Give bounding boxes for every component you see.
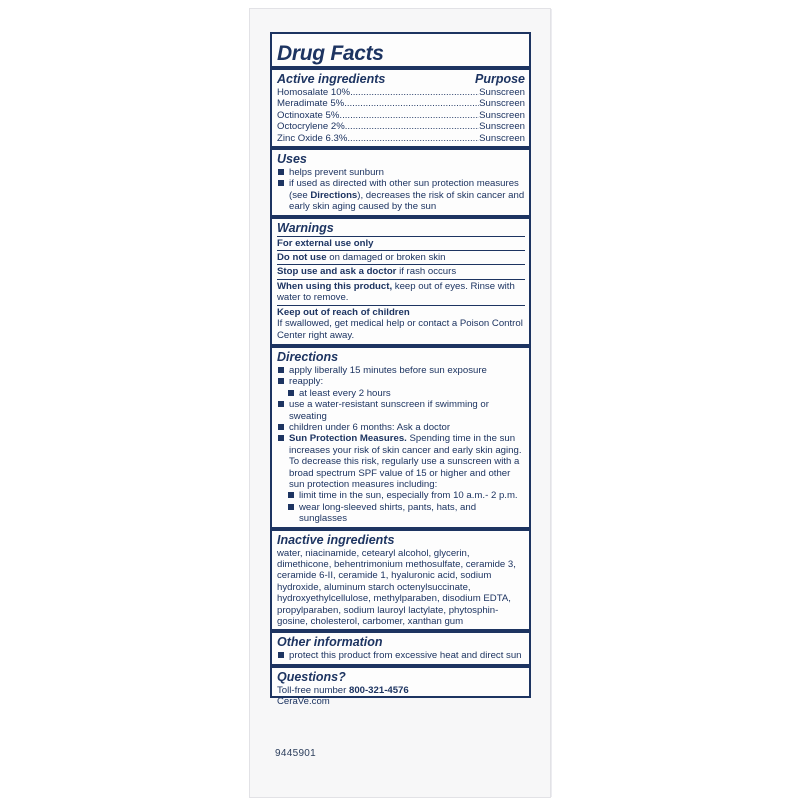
divider <box>272 66 529 70</box>
active-ingredient-row <box>277 121 525 132</box>
ingredient-purpose: Sunscreen <box>479 121 525 133</box>
active-ingredients-heading: Active ingredients <box>277 72 386 86</box>
ingredient-name: Meradimate 5% <box>277 98 345 110</box>
uses-heading: Uses <box>277 152 307 167</box>
active-ingredient-row <box>277 133 525 144</box>
active-ingredient-row <box>277 87 525 98</box>
other-information-heading: Other information <box>277 635 383 650</box>
text-part: Toll-free number <box>277 684 349 696</box>
bullet-square-icon <box>278 401 284 407</box>
directions-heading: Directions <box>277 349 339 364</box>
directions-item <box>277 376 525 387</box>
bullet-square-icon <box>278 435 284 441</box>
text-bold: Keep out of reach of children <box>277 306 410 318</box>
questions-heading: Questions? <box>277 669 346 684</box>
directions-item-text: apply liberally 15 minutes before sun exposure <box>289 364 487 376</box>
text-part: on damaged or broken skin <box>326 252 446 264</box>
ingredient-name: Octinoxate 5% <box>277 109 340 121</box>
directions-item-text <box>289 433 525 490</box>
directions-subitem <box>277 502 525 525</box>
directions-item <box>277 422 525 433</box>
ingredient-purpose: Sunscreen <box>479 87 525 98</box>
inactive-ingredients-heading: Inactive ingredients <box>277 532 395 547</box>
divider <box>272 629 529 633</box>
bullet-square-icon <box>288 492 294 498</box>
divider <box>272 146 529 150</box>
text-part: Spending time in the sun increases your risk of skin cancer and early skin aging. To decrease this risk, regularly use a sunscreen with a broad spectrum SPF value of 15 or higher and other sun protection measures including: <box>289 433 522 490</box>
text-bold: Sun Protection Measures. <box>289 433 407 445</box>
text-part: keep out of eyes. Rinse with water to remove. <box>277 280 515 304</box>
leader-dots <box>347 133 479 144</box>
directions-item-text: use a water-resistant sunscreen if swimming or sweating <box>289 399 489 422</box>
ingredient-name: Homosalate 10% <box>277 87 351 98</box>
divider <box>272 664 529 668</box>
text-part: if used as directed with other sun protection measures (see <box>289 178 519 201</box>
directions-item-text: children under 6 months: Ask a doctor <box>289 421 451 433</box>
leader-dots <box>344 98 479 109</box>
when-using-warning <box>277 279 525 305</box>
active-ingredient-row <box>277 98 525 109</box>
warnings-heading: Warnings <box>277 220 334 235</box>
leader-dots <box>350 87 479 98</box>
directions-subitem <box>277 388 525 399</box>
stop-use-warning <box>277 264 525 278</box>
active-ingredients-header <box>277 71 525 87</box>
toll-free-line <box>277 685 525 696</box>
drug-facts-panel <box>270 32 531 708</box>
carton-edge <box>551 9 552 797</box>
directions-item <box>277 433 525 490</box>
purpose-heading: Purpose <box>474 72 525 86</box>
text-part: If swallowed, get medical help or contact a Poison Control Center right away. <box>277 318 523 341</box>
text-part: if rash occurs <box>396 266 457 278</box>
bullet-square-icon <box>278 180 284 186</box>
ingredient-name: Zinc Oxide 6.3% <box>277 132 348 144</box>
bullet-square-icon <box>278 367 284 373</box>
text-bold: Stop use and ask a doctor <box>277 266 397 278</box>
directions-ref: Directions <box>310 189 358 201</box>
directions-item-text: wear long-sleeved shirts, pants, hats, and sunglasses <box>299 501 477 525</box>
leader-dots <box>339 110 479 121</box>
text-bold: Do not use <box>277 252 327 264</box>
directions-item-text: reapply: <box>289 376 324 388</box>
divider <box>272 215 529 219</box>
ingredient-purpose: Sunscreen <box>479 98 525 110</box>
website: CeraVe.com <box>277 696 330 708</box>
text-bold: When using this product, <box>277 280 393 292</box>
drug-facts-title: Drug Facts <box>277 42 384 65</box>
divider <box>272 344 529 348</box>
ingredient-purpose: Sunscreen <box>479 132 525 144</box>
other-information-item <box>277 650 525 661</box>
bullet-square-icon <box>278 652 284 658</box>
directions-item <box>277 365 525 376</box>
uses-item-text: helps prevent sunburn <box>289 167 384 179</box>
uses-item-text <box>289 178 525 212</box>
directions-item-text: at least every 2 hours <box>299 387 391 399</box>
directions-item <box>277 399 525 422</box>
bullet-square-icon <box>288 504 294 510</box>
leader-dots <box>345 121 479 132</box>
product-code: 9445901 <box>275 748 317 759</box>
external-use-warning: For external use only <box>277 236 525 250</box>
children-warning <box>277 305 525 342</box>
ingredient-purpose: Sunscreen <box>479 109 525 121</box>
do-not-use-warning <box>277 250 525 264</box>
phone-number: 800-321-4576 <box>348 684 409 696</box>
active-ingredient-row <box>277 110 525 121</box>
bullet-square-icon <box>278 378 284 384</box>
bullet-square-icon <box>288 390 294 396</box>
uses-item <box>277 167 525 178</box>
uses-item <box>277 178 525 212</box>
bullet-square-icon <box>278 169 284 175</box>
ingredient-name: Octocrylene 2% <box>277 121 345 133</box>
other-information-text: protect this product from excessive heat and direct sun <box>289 650 522 662</box>
text-part: ), decreases the risk of skin cancer and early skin aging caused by the sun <box>289 189 525 213</box>
active-ingredients-list <box>277 87 525 144</box>
bullet-square-icon <box>278 424 284 430</box>
inactive-ingredients-text: water, niacinamide, cetearyl alcohol, glycerin, dimethicone, behentrimonium methosulfate, ceramide 3, ceramide 6-II, ceramide 1, hyaluronic acid, sodium hydroxide, aluminum starch octenylsuccinate, hydroxyethylcellulose, methylparaben, disodium EDTA, propylparaben, sodium lauroyl lactylate, phytosphin-gosine, cholesterol, carbomer, xanthan gum <box>277 547 516 628</box>
divider <box>272 527 529 531</box>
directions-subitem <box>277 490 525 501</box>
directions-item-text: limit time in the sun, especially from 10 a.m.- 2 p.m. <box>299 490 518 502</box>
